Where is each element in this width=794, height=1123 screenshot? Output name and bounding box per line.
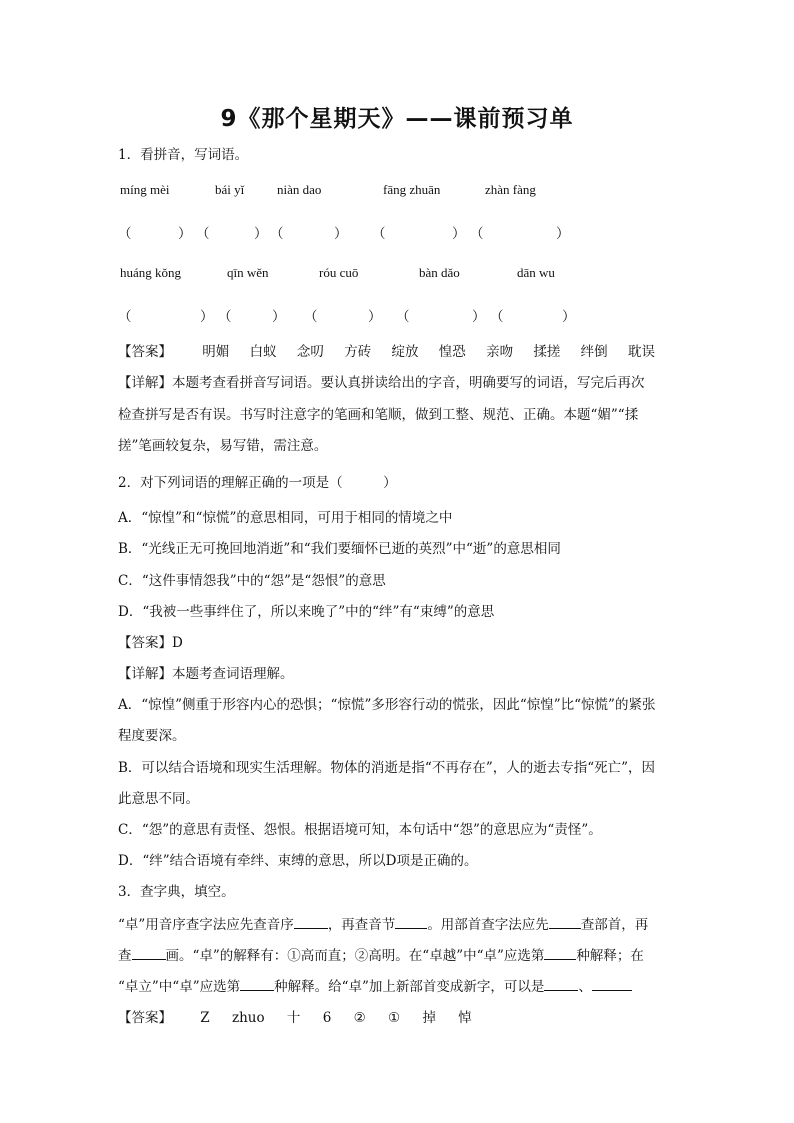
- q2-option-b: B．“光线正无可挽回地消逝”和“我们要缅怀已逝的英烈”中“逝”的意思相同: [118, 541, 561, 557]
- q2-option-a: A．“惊惶”和“惊慌”的意思相同，可用于相同的情境之中: [118, 510, 453, 526]
- q3-line-2: [118, 945, 678, 966]
- q3-text: 画。“卓”的解释有：①高而直；②高明。在“卓越”中“卓”应选第: [165, 948, 545, 964]
- q1-pinyin-row-2: [0, 265, 794, 287]
- q3-text: “卓立”中“卓”应选第: [118, 979, 241, 995]
- fill-blank[interactable]: [395, 914, 427, 929]
- paren-close: ）: [334, 226, 348, 242]
- paren-open: （: [270, 226, 284, 242]
- q3-text: 种解释。给“卓”加上新部首变成新字，可以是: [274, 979, 545, 995]
- answer-label: 【答案】: [118, 344, 172, 360]
- q1-answer-boxes-row-2: [0, 305, 794, 327]
- answer-word: 耽误: [627, 344, 655, 360]
- paren-open: （: [372, 226, 386, 242]
- pinyin-item: bái yǐ: [215, 182, 245, 197]
- page-title: 9《那个星期天》——课前预习单: [220, 106, 574, 132]
- paren-close: ）: [556, 226, 570, 242]
- q3-text: ，再查音节: [327, 917, 396, 933]
- answer-word: 绊倒: [580, 344, 608, 360]
- q3-prompt: 3．查字典，填空。: [118, 884, 235, 900]
- fill-blank[interactable]: [132, 945, 166, 960]
- pinyin-item: qīn wěn: [227, 265, 269, 280]
- q2-detail-b: B．可以结合语境和现实生活理解。物体的消逝是指“不再存在”，人的逝去专指“死亡”，因: [118, 760, 656, 776]
- pinyin-item: míng mèi: [120, 182, 170, 197]
- q1-detail-line: 搓”笔画较复杂，易写错，需注意。: [118, 438, 328, 454]
- q3-text: “卓”用音序查字法应先查音序: [118, 917, 294, 933]
- paren-open: （: [396, 309, 410, 325]
- pinyin-item: fāng zhuān: [383, 182, 441, 197]
- q1-answer-boxes-row-1: [0, 222, 794, 244]
- answer-item: ①: [388, 1010, 401, 1026]
- answer-item: ②: [353, 1010, 366, 1026]
- fill-blank[interactable]: [544, 976, 578, 991]
- answer-item: 6: [322, 1010, 332, 1026]
- q2-option-c: C．“这件事情怨我”中的“怨”是“怨恨”的意思: [118, 573, 386, 589]
- paren-open: （: [304, 309, 318, 325]
- q2-detail-b: 此意思不同。: [118, 791, 199, 807]
- paren-close: ）: [272, 309, 286, 325]
- q3-text: 查: [118, 948, 132, 964]
- q3-text: 。用部首查字法应先: [427, 917, 549, 933]
- pinyin-item: zhàn fàng: [485, 182, 536, 197]
- q3-text: 种解释；在: [576, 948, 644, 964]
- fill-blank[interactable]: [544, 945, 576, 960]
- fill-blank[interactable]: [592, 976, 632, 991]
- pinyin-item: róu cuō: [319, 265, 359, 280]
- answer-item: zhuo: [231, 1010, 265, 1026]
- pinyin-item: huáng kǒng: [120, 265, 182, 280]
- q2-answer: 【答案】D: [118, 635, 183, 651]
- q1-pinyin-row-1: [0, 182, 794, 204]
- q2-prompt: 2．对下列词语的理解正确的一项是（ ）: [118, 475, 397, 491]
- q1-detail-line: 检查拼写是否有误。书写时注意字的笔画和笔顺，做到工整、规范、正确。本题“媚”“揉: [118, 407, 639, 423]
- pinyin-item: bàn dǎo: [419, 265, 460, 280]
- paren-close: ）: [200, 309, 214, 325]
- answer-word: 惶恐: [438, 344, 466, 360]
- q3-text: 查部首，再: [580, 917, 649, 933]
- paren-close: ）: [254, 226, 268, 242]
- paren-open: （: [118, 309, 132, 325]
- answer-item: Z: [200, 1010, 210, 1026]
- paren-close: ）: [368, 309, 382, 325]
- answer-word: 亲吻: [486, 344, 514, 360]
- paren-close: ）: [452, 226, 466, 242]
- fill-blank[interactable]: [240, 976, 274, 991]
- answer-word: 方砖: [344, 344, 372, 360]
- q3-line-3: [118, 976, 678, 997]
- paren-open: （: [490, 309, 504, 325]
- answer-item: 掉: [422, 1010, 436, 1026]
- q3-answer: [118, 1008, 678, 1028]
- paren-close: ）: [178, 226, 192, 242]
- answer-word: 念叨: [296, 344, 324, 360]
- paren-open: （: [218, 309, 232, 325]
- pinyin-item: dān wu: [517, 265, 555, 280]
- paren-open: （: [470, 226, 484, 242]
- fill-blank[interactable]: [549, 914, 581, 929]
- answer-label: 【答案】: [118, 1010, 172, 1026]
- q1-prompt: 1．看拼音，写词语。: [118, 147, 249, 163]
- q1-answer: [118, 342, 678, 362]
- answer-word: 绽放: [391, 344, 419, 360]
- answer-word: 白蚁: [249, 344, 277, 360]
- q2-detail-intro: 【详解】本题考查词语理解。: [118, 666, 294, 682]
- paren-close: ）: [472, 309, 486, 325]
- q3-text: 、: [578, 979, 592, 995]
- q2-detail-c: C．“怨”的意思有责怪、怨恨。根据语境可知，本句话中“怨”的意思应为“责怪”。: [118, 822, 602, 838]
- pinyin-item: niàn dao: [277, 182, 322, 197]
- q1-detail-line: 【详解】本题考查看拼音写词语。要认真拼读给出的字音，明确要写的词语，写完后再次: [118, 375, 645, 391]
- q2-detail-d: D．“绊”结合语境有牵绊、束缚的意思，所以D项是正确的。: [118, 853, 478, 869]
- q2-option-d: D．“我被一些事绊住了，所以来晚了”中的“绊”有“束缚”的意思: [118, 604, 495, 620]
- q2-detail-a: A．“惊惶”侧重于形容内心的恐惧；“惊慌”多形容行动的慌张，因此“惊惶”比“惊慌”的紧张: [118, 697, 656, 713]
- answer-word: 明媚: [202, 344, 230, 360]
- paren-open: （: [118, 226, 132, 242]
- paren-close: ）: [562, 309, 576, 325]
- q3-line-1: [118, 914, 678, 935]
- answer-item: 十: [286, 1010, 301, 1026]
- answer-word: 揉搓: [533, 344, 561, 360]
- paren-open: （: [196, 226, 210, 242]
- fill-blank[interactable]: [294, 914, 328, 929]
- answer-item: 悼: [458, 1010, 472, 1026]
- q2-detail-a: 程度要深。: [118, 728, 186, 744]
